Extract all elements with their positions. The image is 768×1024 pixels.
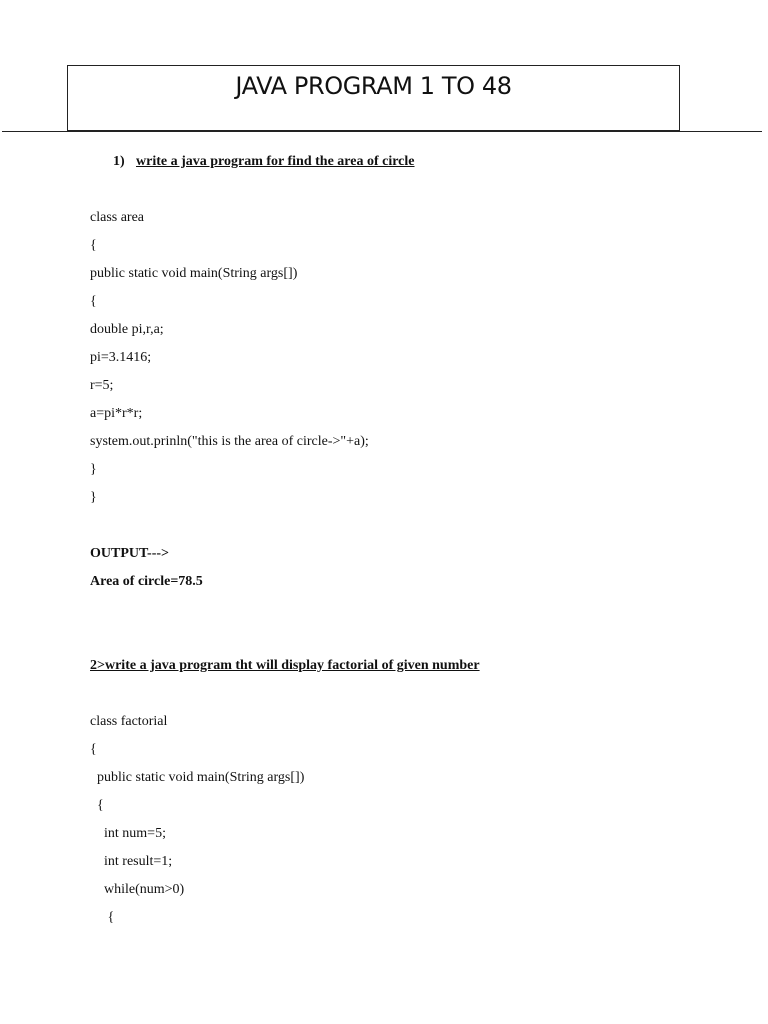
- code-line: public static void main(String args[]): [90, 770, 305, 785]
- horizontal-rule: [2, 131, 762, 132]
- code-line: a=pi*r*r;: [90, 406, 143, 421]
- code-line: pi=3.1416;: [90, 350, 152, 365]
- code-line: {: [90, 742, 97, 757]
- output-label: OUTPUT--->: [90, 546, 170, 561]
- code-line: system.out.prinln("this is the area of circle->"+a);: [90, 434, 369, 449]
- code-line: {: [90, 910, 115, 925]
- code-line: double pi,r,a;: [90, 322, 164, 337]
- code-line: public static void main(String args[]): [90, 266, 298, 281]
- question-2-title: 2>write a java program tht will display factorial of given number: [90, 658, 480, 673]
- code-line: while(num>0): [90, 882, 185, 897]
- code-line: {: [90, 294, 97, 309]
- code-line: }: [90, 462, 97, 477]
- code-line: }: [90, 490, 97, 505]
- code-line: {: [90, 238, 97, 253]
- code-line: class factorial: [90, 714, 168, 729]
- code-line: {: [90, 798, 104, 813]
- page-title: JAVA PROGRAM 1 TO 48: [235, 72, 512, 100]
- code-line: int num=5;: [90, 826, 166, 841]
- title-box: [67, 65, 680, 131]
- code-line: r=5;: [90, 378, 114, 393]
- code-line: int result=1;: [90, 854, 173, 869]
- code-line: class area: [90, 210, 145, 225]
- output-value: Area of circle=78.5: [90, 574, 203, 589]
- question-1-title: write a java program for find the area of circle: [136, 154, 415, 169]
- question-1-number: 1): [113, 154, 125, 169]
